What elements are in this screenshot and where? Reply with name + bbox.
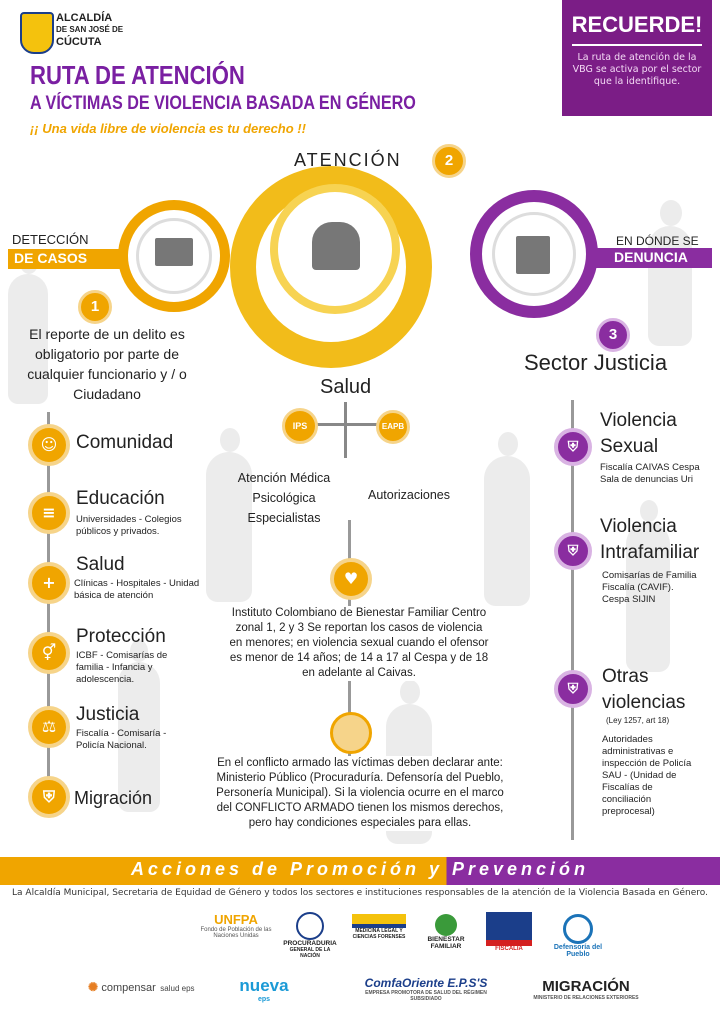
- silhouette-head: [400, 680, 420, 704]
- sector-educacion: Educación: [76, 488, 165, 509]
- sector-proteccion-detail: ICBF - Comisarías de familia - Infancia y adolescencia.: [76, 650, 168, 685]
- sector-justicia-left: Justicia: [76, 704, 140, 725]
- salud-cross-horizontal: [308, 423, 384, 426]
- step1-label-bottom: DE CASOS: [14, 250, 88, 266]
- page-title: RUTA DE ATENCIÓN: [30, 60, 245, 90]
- building-icon: [155, 238, 193, 266]
- shield-icon: ⛨: [554, 670, 592, 708]
- salud-title: Salud: [320, 376, 372, 398]
- atencion-medica: Atención Médica Psicológica Especialistas: [237, 471, 331, 525]
- otras-violencias-note: (Ley 1257, art 18): [606, 716, 670, 725]
- family-icon: ♥: [330, 558, 372, 600]
- salud-cross-vertical: [344, 402, 347, 458]
- autorizaciones: Autorizaciones: [368, 488, 450, 502]
- otras-violencias-detail: Autoridades administrativas e inspección de Policía SAU - (Unidad de Fiscalías de conciliación preprocesal): [602, 734, 692, 817]
- step2-number: 2: [432, 144, 466, 178]
- shield-icon: ⛨: [554, 428, 592, 466]
- migracion-logo: MIGRACIÓN MINISTERIO DE RELACIONES EXTERIORES: [533, 978, 639, 1001]
- shield-icon: ⛨: [554, 532, 592, 570]
- sector-justicia-detail: Fiscalía - Comisaría - Policía Nacional.: [76, 728, 167, 751]
- gender-icon: ⚥: [28, 632, 70, 674]
- document-icon: ≡: [28, 492, 70, 534]
- silhouette-head: [220, 428, 240, 452]
- gavel-icon: ⚖: [28, 706, 70, 748]
- colombia-shield-icon: [330, 712, 372, 754]
- step1-description: El reporte de un delito es obligatorio por parte de cualquier funcionario y / o Ciudadano: [27, 326, 187, 402]
- page-subtitle: A VÍCTIMAS DE VIOLENCIA BASADA EN GÉNERO: [30, 93, 416, 114]
- violencia-sexual: Violencia Sexual: [600, 410, 677, 457]
- violencia-sexual-detail: Fiscalía CAIVAS Cespa Sala de denuncias Uri: [600, 462, 700, 485]
- sector-comunidad: Comunidad: [76, 432, 174, 453]
- shield-icon: ⛨: [28, 776, 70, 818]
- sector-proteccion: Protección: [76, 626, 166, 647]
- silhouette-head: [660, 200, 682, 226]
- city-logo-text: ALCALDÍA DE SAN JOSÉ DE CÚCUTA: [56, 12, 124, 48]
- step3-number: 3: [596, 318, 630, 352]
- footer-text: La Alcaldía Municipal, Secretaria de Equidad de Género y todos los sectores e instituciones responsables de la atención de la Violencia Basada en Género.: [12, 888, 708, 898]
- sector-justicia: Sector Justicia: [524, 350, 668, 375]
- office-building-icon: [516, 236, 550, 274]
- promocion-banner-title: Acciones de Promoción y Prevención: [130, 859, 590, 879]
- eapb-badge: EAPB: [376, 410, 410, 444]
- recuerde-divider: [572, 44, 702, 46]
- step3-label-top: EN DÓNDE SE: [616, 234, 699, 248]
- step3-label-bottom: DENUNCIA: [614, 249, 688, 265]
- sector-educacion-detail: Universidades - Colegios públicos y privados.: [76, 514, 182, 537]
- sector-migracion: Migración: [74, 788, 153, 808]
- fiscalia-logo: FISCALÍA: [486, 912, 532, 952]
- recuerde-title: RECUERDE!: [571, 12, 703, 37]
- ips-badge: IPS: [282, 408, 318, 444]
- unfpa-logo: UNFPA Fondo de Población de las Naciones Unidas: [200, 912, 272, 939]
- plus-icon: +: [28, 562, 70, 604]
- comfaoriente-logo: ComfaOriente E.P.S'S EMPRESA PROMOTORA DE SALUD DEL RÉGIMEN SUBSIDIADO: [364, 976, 488, 1002]
- sector-salud: Salud: [76, 554, 125, 575]
- violencia-intrafamiliar-detail: Comisarías de Familia Fiscalía (CAVIF). Cespa SIJIN: [602, 570, 697, 605]
- compensar-logo: ✺ compensar salud eps: [88, 980, 195, 994]
- slogan: ¡¡ Una vida libre de violencia es tu derecho !!: [30, 121, 306, 136]
- violencia-intrafamiliar: Violencia Intrafamiliar: [600, 516, 700, 563]
- people-icon: ☺: [28, 424, 70, 466]
- silhouette-figure: [484, 456, 530, 606]
- otras-violencias: Otras violencias: [602, 666, 686, 713]
- conflicto-text: En el conflicto armado las víctimas deben declarar ante: Ministerio Público (Procuraduría. Defensoría del Pueblo, Personería Municipal). Si la violencia ocurre en el marco del CONFLICTO ARMADO tienen los mismos derechos, pero hay condiciones especiales para ellas.: [210, 756, 510, 831]
- right-timeline: [571, 400, 574, 840]
- city-shield-logo: [20, 12, 54, 54]
- bienestar-logo: BIENESTAR FAMILIAR: [420, 914, 472, 950]
- step1-label-top: DETECCIÓN: [12, 232, 89, 247]
- icbf-text: Instituto Colombiano de Bienestar Familiar Centro zonal 1, 2 y 3 Se reportan los casos de violencia en menores; en violencia sexual cuando el ofensor es menor de 14 años; de 14 a 17 al Cespa y de 18 en adelante al Caivas.: [229, 607, 489, 679]
- sector-salud-detail: Clínicas - Hospitales - Unidad básica de atención: [74, 578, 200, 601]
- silhouette-head: [498, 432, 518, 456]
- nueva-eps-logo: nueva eps: [239, 976, 289, 1003]
- left-timeline: [47, 412, 50, 812]
- procuraduria-logo: PROCURADURIA GENERAL DE LA NACIÓN: [282, 912, 338, 959]
- step1-number: 1: [78, 290, 112, 324]
- medicina-legal-logo: MEDICINA LEGAL Y CIENCIAS FORENSES: [352, 914, 406, 940]
- step2-label: ATENCIÓN: [294, 150, 402, 170]
- group-people-icon: [312, 222, 360, 270]
- recuerde-text: La ruta de atención de la VBG se activa por el sector que la identifique.: [572, 52, 702, 87]
- defensoria-logo: Defensoría del Pueblo: [548, 914, 608, 958]
